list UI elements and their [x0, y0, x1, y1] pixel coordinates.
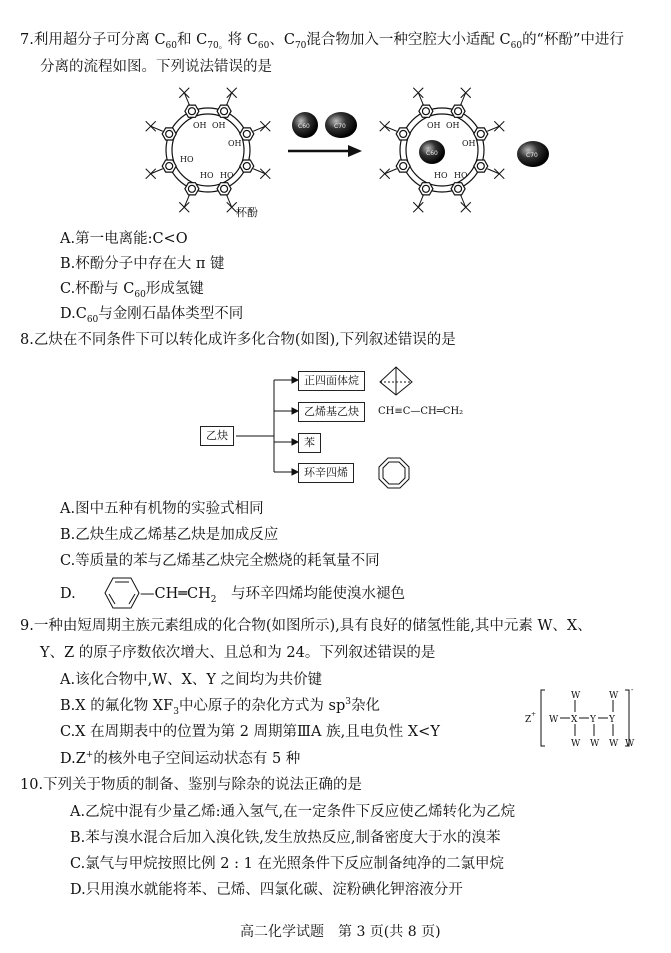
calixarene-filled-figure	[372, 88, 512, 218]
svg-text:HO: HO	[200, 171, 214, 180]
aromatic-circle	[166, 163, 173, 170]
svg-text:W: W	[571, 691, 581, 701]
q8-flow-connectors	[236, 370, 306, 480]
svg-text:C70: C70	[526, 152, 538, 159]
svg-text:W: W	[625, 739, 635, 749]
svg-text:W: W	[571, 739, 581, 749]
svg-text:OH: OH	[446, 121, 460, 130]
svg-text:HO: HO	[220, 171, 234, 180]
aromatic-circle	[221, 108, 228, 115]
c60-c70-balls	[290, 110, 360, 140]
svg-text:X: X	[571, 715, 578, 725]
q9-option-d: D.Z+的核外电子空间运动状态有 5 种	[60, 750, 301, 767]
q7-option-d: $D.C_{60}$与金刚石晶体类型不同	[60, 306, 244, 325]
aromatic-circle	[455, 108, 462, 115]
svg-text:Y: Y	[609, 715, 615, 725]
q8-option-d-prefix: D.	[60, 586, 76, 602]
q9-option-a: A.该化合物中,W、X、Y 之间均为共价键	[60, 672, 323, 688]
cyclooctatetraene-box: 环辛四烯	[298, 463, 354, 483]
q8-option-b: B.乙炔生成乙烯基乙炔是加成反应	[60, 527, 279, 543]
aromatic-circle	[455, 185, 462, 192]
svg-text:C60: C60	[298, 123, 310, 130]
q7-option-c: C.杯酚与 $C_{60}$形成氢键	[60, 281, 204, 300]
tetrahedrane-structure	[378, 366, 414, 396]
q7-option-b: B.杯酚分子中存在大 π 键	[60, 256, 225, 272]
svg-text:HO: HO	[180, 155, 194, 164]
aromatic-circle	[400, 163, 407, 170]
q10-option-b: B.苯与溴水混合后加入溴化铁,发生放热反应,制备密度大于水的溴苯	[70, 830, 501, 846]
svg-text:-: -	[631, 686, 634, 694]
svg-text:OH: OH	[462, 139, 476, 148]
svg-text:OH: OH	[193, 121, 207, 130]
vinylacetylene-formula: CH≡C—CH═CH₂	[378, 406, 464, 417]
vinylacetylene-box: 乙烯基乙炔	[298, 402, 365, 422]
benzene-box: 苯	[298, 433, 321, 453]
svg-text:+: +	[531, 711, 537, 718]
q8-stem: 8.乙炔在不同条件下可以转化成许多化合物(如图),下列叙述错误的是	[20, 332, 456, 348]
calixarene-empty-figure	[138, 88, 278, 218]
process-arrow	[288, 144, 362, 158]
q8-option-c: C.等质量的苯与乙烯基乙炔完全燃烧的耗氧量不同	[60, 553, 380, 569]
svg-text:Z: Z	[525, 715, 532, 725]
q9-option-b: B.X 的氟化物 $XF_3$中心原子的杂化方式为 $sp^3$杂化	[60, 697, 381, 717]
svg-text:W: W	[590, 739, 600, 749]
aromatic-circle	[221, 185, 228, 192]
aromatic-circle	[400, 130, 407, 137]
aromatic-circle	[166, 130, 173, 137]
svg-text:HO: HO	[434, 171, 448, 180]
aromatic-circle	[243, 163, 250, 170]
svg-text:C70: C70	[334, 123, 346, 130]
svg-text:C60: C60	[426, 150, 438, 157]
svg-text:Y: Y	[590, 715, 596, 725]
free-c70-ball	[516, 140, 550, 168]
q7-option-a: A.第一电离能:C<O	[60, 231, 188, 247]
aromatic-circle	[422, 185, 429, 192]
q9-compound-structure	[525, 686, 645, 750]
cup-label: 杯酚	[236, 206, 258, 219]
svg-text:OH: OH	[427, 121, 441, 130]
q9-stem-line2: Y、Z 的原子序数依次增大、且总和为 24。下列叙述错误的是	[40, 645, 436, 661]
aromatic-circle	[188, 185, 195, 192]
svg-text:W: W	[549, 715, 559, 725]
aromatic-circle	[477, 163, 484, 170]
page-footer: 高二化学试题 第 3 页(共 8 页)	[240, 924, 441, 940]
q9-option-c: C.X 在周期表中的位置为第 2 周期第ⅢA 族,且电负性 X<Y	[60, 724, 440, 740]
svg-text:W: W	[609, 739, 619, 749]
tetrahedrane-box: 正四面体烷	[298, 371, 365, 391]
q9-stem-line1: 9.一种由短周期主族元素组成的化合物(如图所示),具有良好的储氢性能,其中元素 W、X、	[20, 618, 592, 634]
q10-option-d: D.只用溴水就能将苯、己烯、四氯化碳、淀粉碘化钾溶液分开	[70, 882, 463, 898]
q10-option-c: C.氯气与甲烷按照比例 2 : 1 在光照条件下反应制备纯净的二氯甲烷	[70, 856, 504, 872]
q7-stem-line1: 7.利用超分子可分离 $C_{60}$和 $C_{70。}$将 $C_{60}$、$C_{70}$混合物加入一种空腔大小适配 $C_{60}$的“杯酚”中进行	[20, 32, 624, 51]
aromatic-circle	[243, 130, 250, 137]
q8-option-d-text: $—CH═CH_2$ 与环辛四烯均能使溴水褪色	[140, 586, 405, 605]
svg-text:HO: HO	[454, 171, 468, 180]
q8-option-a: A.图中五种有机物的实验式相同	[60, 501, 264, 517]
svg-text:OH: OH	[228, 139, 242, 148]
aromatic-circle	[477, 130, 484, 137]
q10-stem: 10.下列关于物质的制备、鉴别与除杂的说法正确的是	[20, 777, 363, 793]
aromatic-circle	[188, 108, 195, 115]
acetylene-box: 乙炔	[200, 426, 234, 446]
svg-text:W: W	[609, 691, 619, 701]
benzene-ring	[104, 577, 140, 609]
cyclooctatetraene-structure	[378, 457, 410, 489]
svg-text:OH: OH	[212, 121, 226, 130]
aromatic-circle	[422, 108, 429, 115]
q7-stem-line2: 分离的流程如图。下列说法错误的是	[40, 59, 272, 75]
q10-option-a: A.乙烷中混有少量乙烯:通入氢气,在一定条件下反应使乙烯转化为乙烷	[70, 804, 516, 820]
